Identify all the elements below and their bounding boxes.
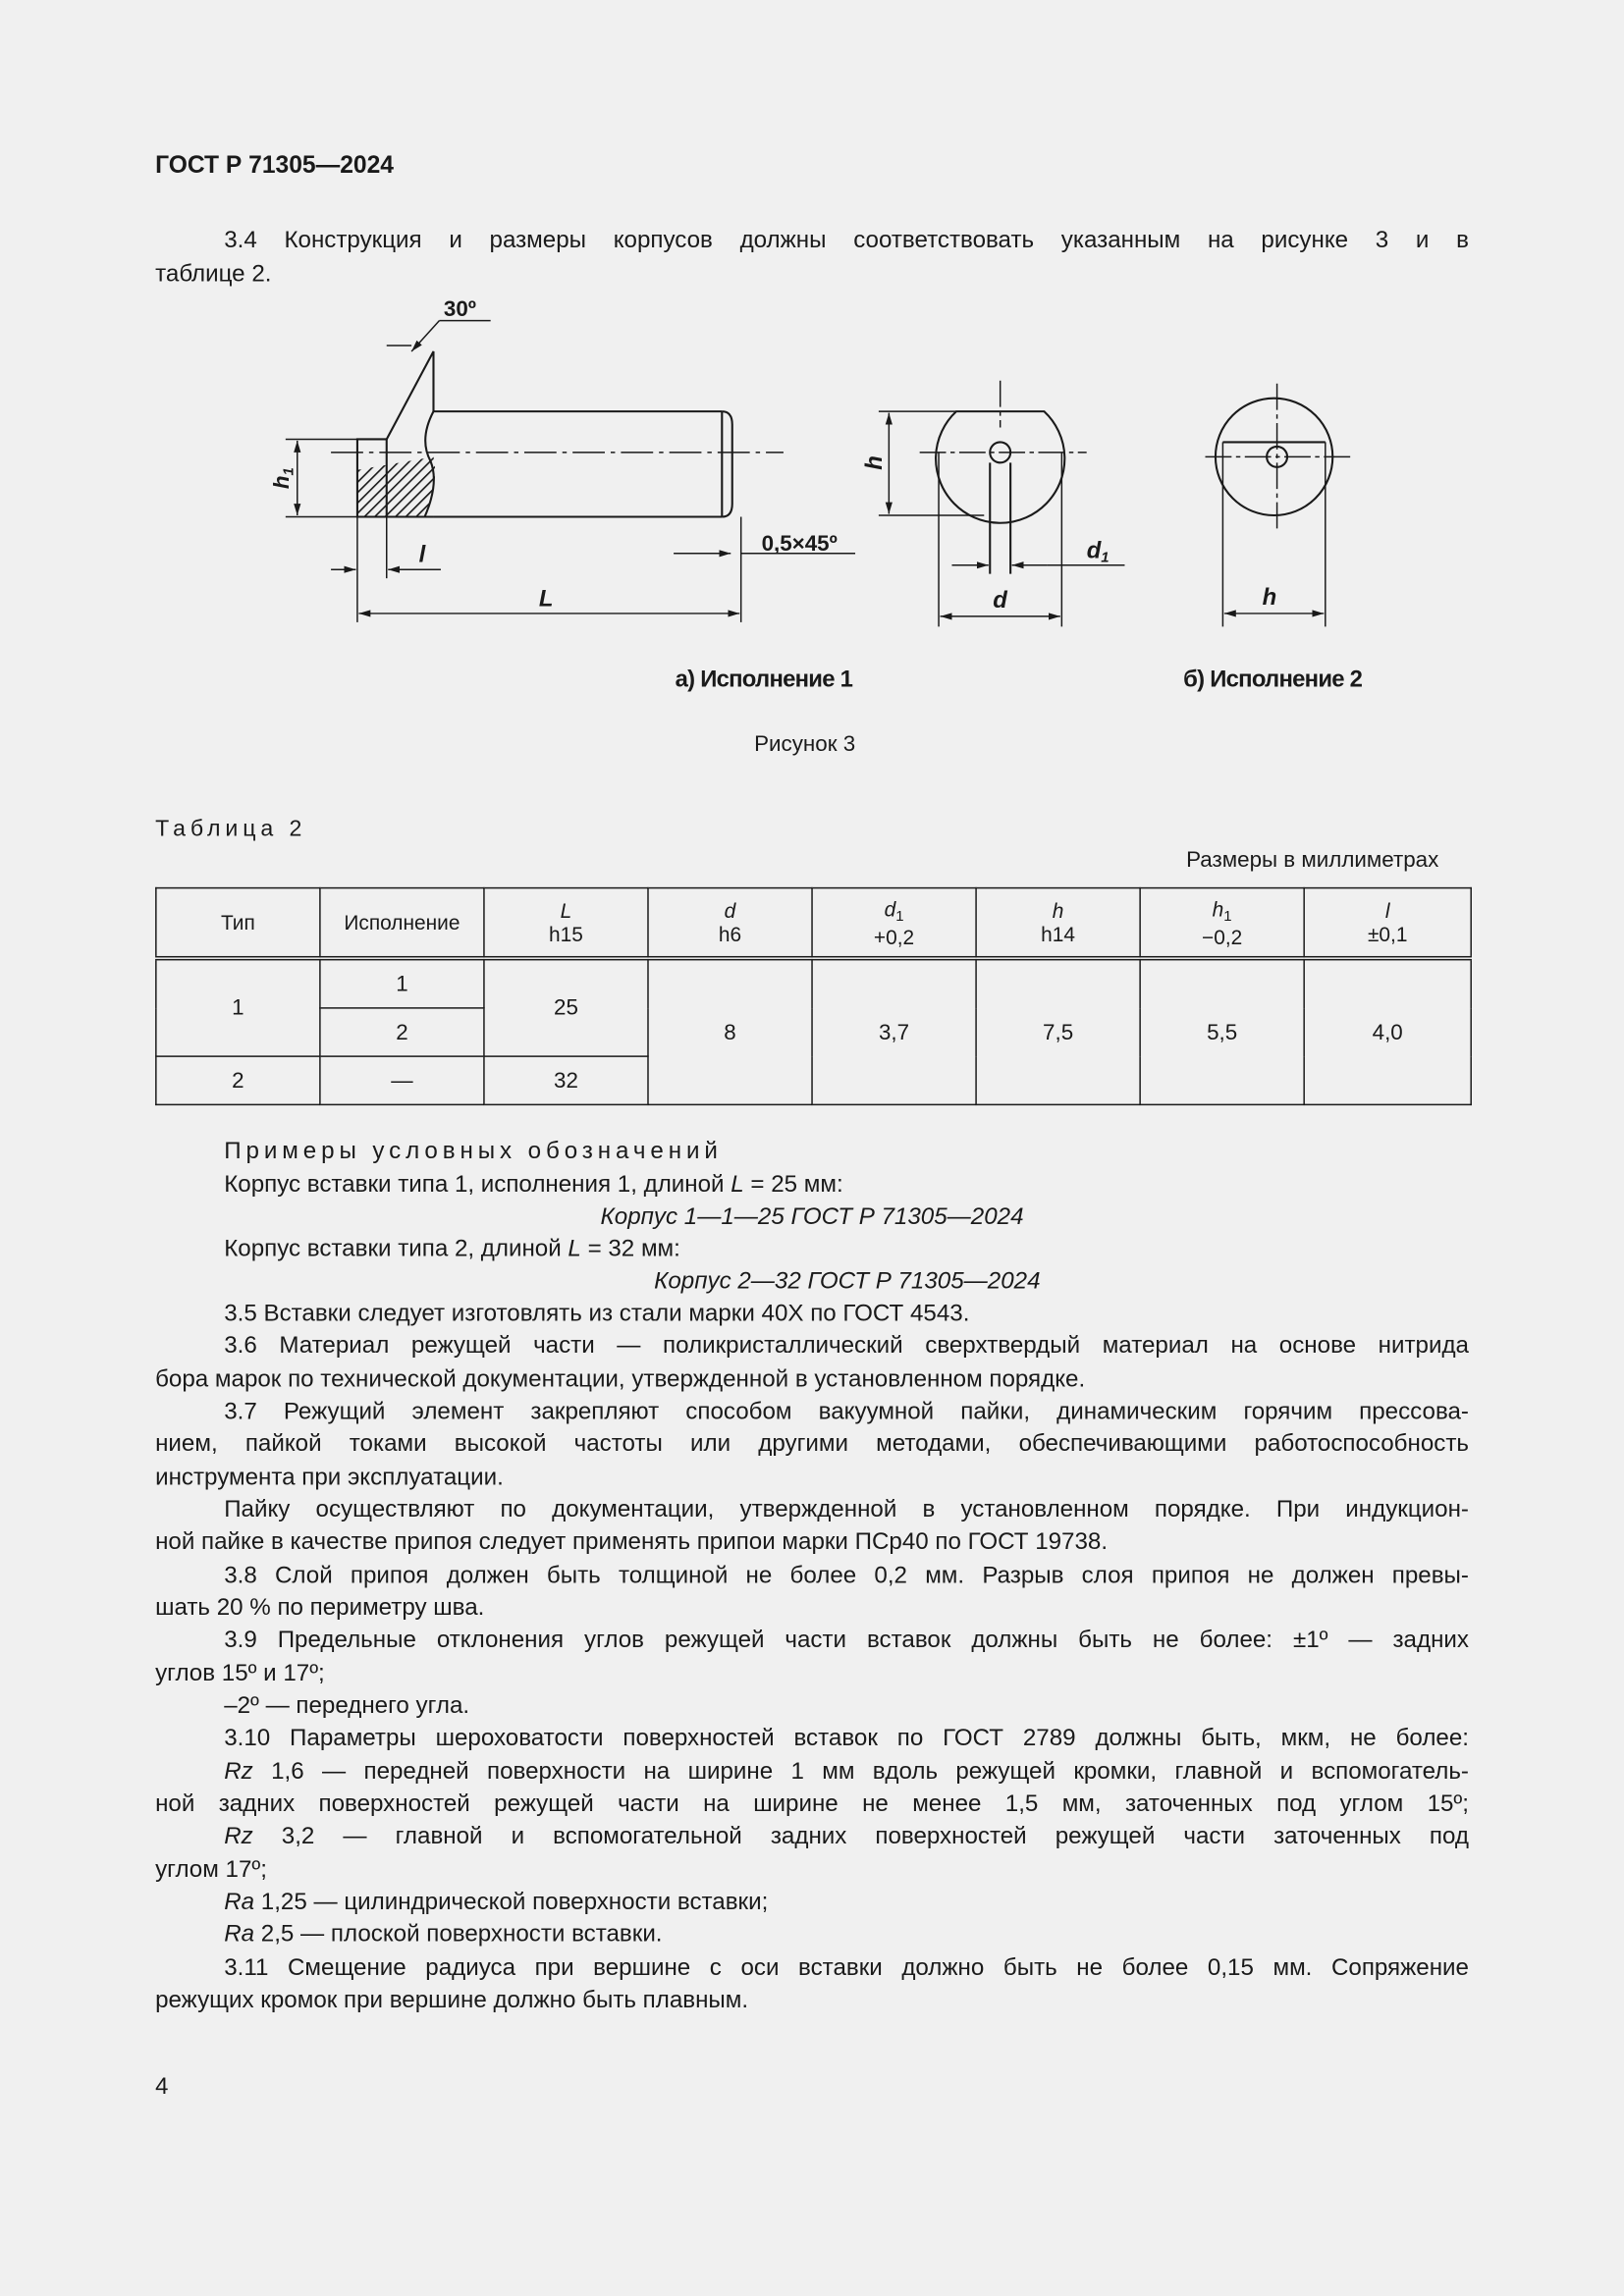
dim-L-label: L xyxy=(538,585,554,613)
col-header-version: Исполнение xyxy=(320,888,484,959)
body-line: углом 17º; xyxy=(155,1856,267,1884)
example-2-code: Корпус 2—32 ГОСТ Р 71305—2024 xyxy=(654,1267,1041,1295)
body-line: 3.11 Смещение радиуса при вершине с оси вставки должно быть не более 0,15 мм. Сопряжение xyxy=(224,1954,1469,1981)
example-1-code: Корпус 1—1—25 ГОСТ Р 71305—2024 xyxy=(600,1203,1024,1230)
table-units: Размеры в миллиметрах xyxy=(1186,847,1439,873)
example-2-description: Корпус вставки типа 2, длиной L = 32 мм: xyxy=(224,1235,680,1262)
body-line: 3.8 Слой припоя должен быть толщиной не более 0,2 мм. Разрыв слоя припоя не должен превы- xyxy=(224,1562,1469,1589)
body-line: Rz 1,6 — передней поверхности на ширине 1 мм вдоль режущей кромки, главной и вспомогатель- xyxy=(224,1758,1469,1786)
body-line: 3.5 Вставки следует изготовлять из стали марки 40Х по ГОСТ 4543. xyxy=(224,1300,970,1327)
body-line: Ra 2,5 — плоской поверхности вставки. xyxy=(224,1920,663,1948)
example-1-description: Корпус вставки типа 1, исполнения 1, длиной L = 25 мм: xyxy=(224,1171,843,1199)
col-header-d: d h6 xyxy=(648,888,812,959)
dim-h1-sub: 1 xyxy=(281,467,298,476)
dim-h-label-b: h xyxy=(1262,583,1277,611)
table-header-row xyxy=(156,888,1471,959)
col-header-h1: $h_1$ −0,2 xyxy=(1140,888,1304,959)
col-header-l: l ±0,1 xyxy=(1304,888,1471,959)
body-line: 3.6 Материал режущей части — поликристаллический сверхтвердый материал на основе нитрида xyxy=(224,1332,1469,1360)
cell-d: 8 xyxy=(648,958,812,1104)
end-view-version-2-dimensions xyxy=(1206,384,1351,627)
cell-h: 7,5 xyxy=(976,958,1140,1104)
body-line: Ra 1,25 — цилиндрической поверхности вставки; xyxy=(224,1889,769,1915)
body-line: 3.9 Предельные отклонения углов режущей части вставок должны быть не более: ±1º — задних xyxy=(224,1627,1469,1653)
table-label: Таблица 2 xyxy=(155,817,307,842)
cell-type-2: 2 xyxy=(156,1056,320,1104)
body-line: шать 20 % по периметру шва. xyxy=(155,1594,485,1622)
body-line: 3.7 Режущий элемент закрепляют способом вакуумной пайки, динамическим горячим прессова- xyxy=(224,1398,1469,1425)
caption-version-2: б) Исполнение 2 xyxy=(1183,667,1363,693)
cell-L-32: 32 xyxy=(484,1056,648,1104)
dim-d-label: d xyxy=(993,586,1007,614)
page-number: 4 xyxy=(155,2074,169,2100)
body-line: ной задних поверхностей режущей части на ширине не менее 1,5 мм, заточенных под углом 15º; xyxy=(155,1790,1469,1817)
cell-version-1: 1 xyxy=(320,958,484,1008)
caption-version-1: а) Исполнение 1 xyxy=(675,667,853,693)
body-line: инструмента при эксплуатации. xyxy=(155,1464,504,1491)
body-line: –2º — переднего угла. xyxy=(224,1692,470,1720)
body-line: ной пайке в качестве припоя следует применять припои марки ПСр40 по ГОСТ 19738. xyxy=(155,1528,1109,1555)
dim-h-label-a: h xyxy=(860,455,888,470)
end-view-version-1 xyxy=(936,411,1064,574)
body-line: режущих кромок при вершине должно быть плавным. xyxy=(155,1986,749,2013)
body-line: бора марок по технической документации, утвержденной в установленном порядке. xyxy=(155,1365,1086,1393)
col-header-type: Тип xyxy=(156,888,320,959)
chamfer-label: 0,5×45º xyxy=(761,530,838,556)
body-line: 3.10 Параметры шероховатости поверхностей вставок по ГОСТ 2789 должны быть, мкм, не более: xyxy=(224,1724,1469,1751)
intro-line-2: таблице 2. xyxy=(155,260,272,288)
cell-version-dash: — xyxy=(320,1056,484,1104)
dim-h1-label: h xyxy=(268,475,294,490)
dim-d1-sub: 1 xyxy=(1101,550,1110,566)
body-line: Пайку осуществляют по документации, утвержденной в установленном порядке. При индукцион- xyxy=(224,1496,1469,1523)
col-header-L: L h15 xyxy=(484,888,648,959)
col-header-h: h h14 xyxy=(976,888,1140,959)
cell-d1: 3,7 xyxy=(812,958,976,1104)
cell-type-1: 1 xyxy=(156,958,320,1056)
table-row xyxy=(156,958,1471,1008)
figure-title: Рисунок 3 xyxy=(754,731,856,758)
svg-text:d1 xyxy=(1087,537,1110,565)
cell-h1: 5,5 xyxy=(1140,958,1304,1104)
cell-version-2: 2 xyxy=(320,1008,484,1056)
body-line: Rz 3,2 — главной и вспомогательной задних поверхностей режущей части заточенных под xyxy=(224,1822,1469,1849)
col-header-d1: $d_1$ +0,2 xyxy=(812,888,976,959)
intro-line-1: 3.4 Конструкция и размеры корпусов должны соответствовать указанным на рисунке 3 и в xyxy=(224,227,1469,254)
svg-text:h1 xyxy=(269,467,297,489)
cell-l: 4,0 xyxy=(1304,958,1471,1104)
examples-heading: Примеры условных обозначений xyxy=(224,1137,723,1164)
document-header: ГОСТ Р 71305—2024 xyxy=(155,152,394,179)
body-line: углов 15º и 17º; xyxy=(155,1660,325,1687)
table-2 xyxy=(155,887,1472,1105)
dim-d1-label: d xyxy=(1086,537,1102,564)
angle-label: 30º xyxy=(443,296,476,322)
body-line: нием, пайкой токами высокой частоты или другими методами, обеспечивающими работоспособность xyxy=(155,1430,1469,1458)
dim-l-label: l xyxy=(418,541,426,568)
hatched-cut-section xyxy=(357,456,435,516)
cell-L-25: 25 xyxy=(484,958,648,1056)
